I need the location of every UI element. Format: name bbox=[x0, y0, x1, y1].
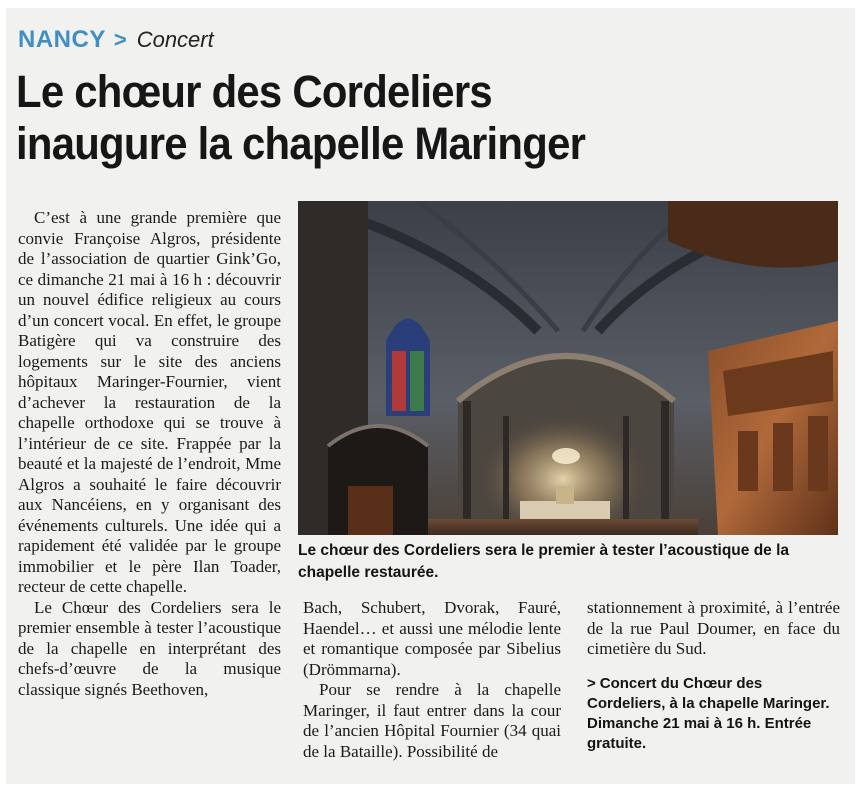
chevron-right-icon: > bbox=[113, 27, 127, 52]
chapel-interior-image bbox=[298, 201, 838, 535]
article-paragraph: stationnement à proximité, à l’entrée de la rue Paul Doumer, en face du cimetière du Sud. bbox=[587, 598, 840, 658]
headline bbox=[16, 66, 788, 170]
article-paragraph: Pour se rendre à la chapelle Maringer, il faut entrer dans la cour de l’ancien Hôpital Fournier (34 quai de la Bataille). Possibilité de bbox=[303, 680, 561, 761]
headline-line-2: inaugure la chapelle Maringer bbox=[16, 118, 586, 169]
section-kicker bbox=[18, 26, 214, 56]
infobox-date: Dimanche 21 mai à 16 h. Entrée gratuite. bbox=[587, 714, 812, 752]
headline-line-1: Le chœur des Cordeliers bbox=[16, 66, 492, 117]
article-column-3 bbox=[587, 598, 840, 754]
chapel-photo bbox=[298, 201, 838, 535]
article-paragraph: C’est à une grande première que convie Françoise Algros, présidente de l’association de quartier Gink’Go, ce dimanche 21 mai à 16 h : découvrir un nouvel édifice religieux au cours d’un concert vocal. En effet, le groupe Batigère qui va construire des logements sur le site des anciens hôpitaux Maringer-Fournier, vient d’achever la restauration de la chapelle orthodoxe qui se trouve à l’intérieur de ce site. Frappée par la beauté et la majesté de l’endroit, Mme Algros a souhaité le faire découvrir aux Nancéiens, en y organisant des événements culturels. Une idée qui a rapidement été validée par le groupe immobilier et le père Ilan Toader, recteur de cette chapelle. bbox=[18, 208, 281, 596]
article-paragraph: Bach, Schubert, Dvorak, Fauré, Haendel… et aussi une mélodie lente et romantique composée par Sibelius (Drömmarna). bbox=[303, 598, 561, 679]
kicker-city: NANCY bbox=[18, 26, 106, 53]
kicker-rubric: Concert bbox=[136, 27, 214, 52]
article-column-1 bbox=[18, 208, 281, 700]
article-column-2 bbox=[303, 598, 561, 762]
infobox-event: Concert du Chœur des Cordeliers, à la chapelle Maringer. bbox=[587, 674, 830, 712]
article-paragraph: Le Chœur des Cordeliers sera le premier ensemble à tester l’acoustique de la chapelle en interprétant des chefs-d’œuvre de la musique classique signés Beethoven, bbox=[18, 597, 281, 699]
practical-info-box bbox=[587, 674, 840, 754]
newspaper-page bbox=[6, 8, 855, 784]
photo-caption: Le chœur des Cordeliers sera le premier à tester l’acoustique de la chapelle restaurée. bbox=[298, 542, 790, 581]
chevron-right-icon: > bbox=[587, 674, 596, 692]
